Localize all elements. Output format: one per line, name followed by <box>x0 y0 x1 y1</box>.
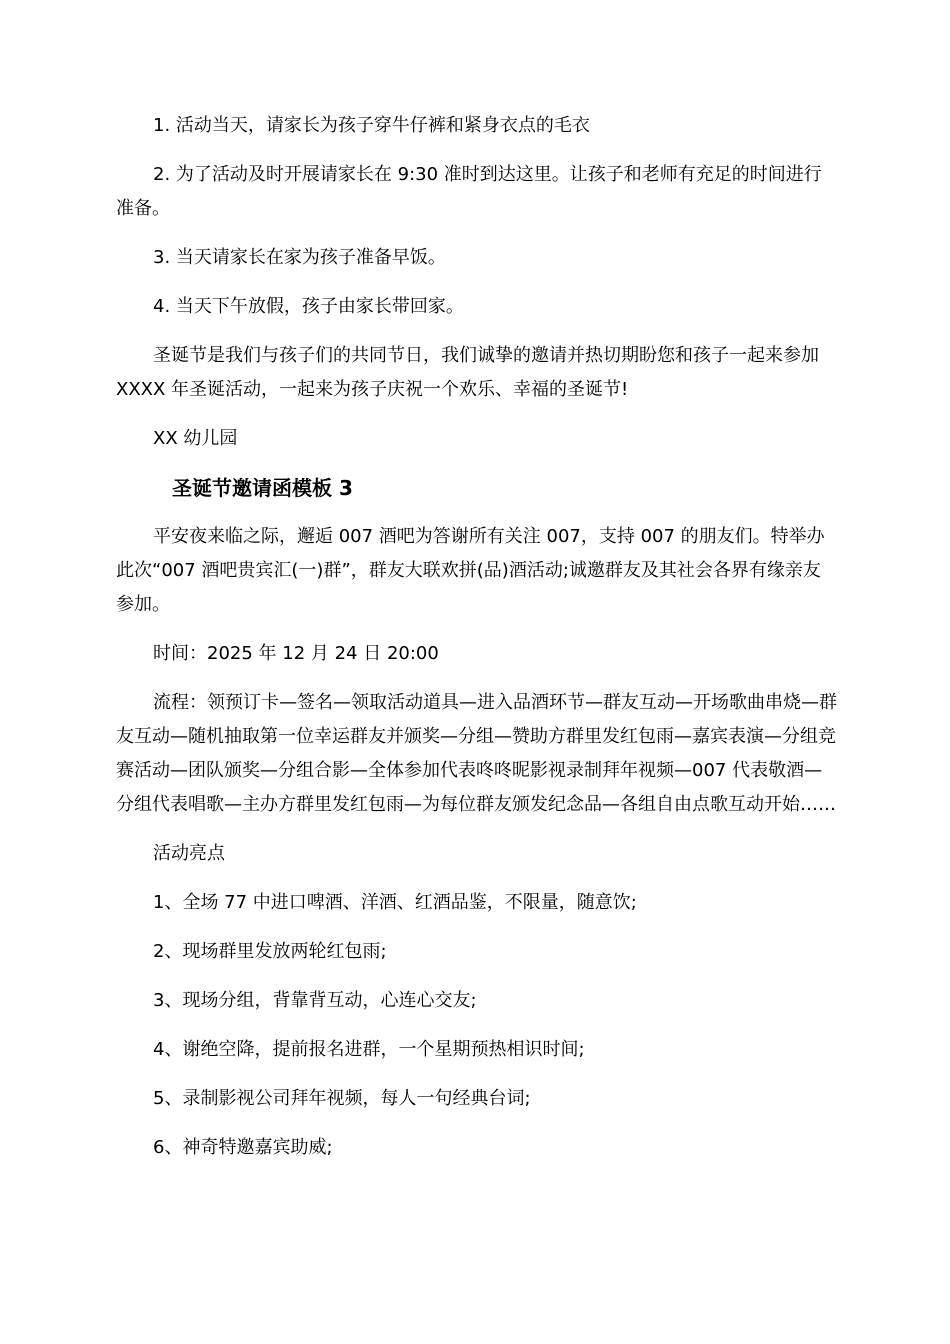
section-heading: 圣诞节邀请函模板 3 <box>172 476 353 500</box>
highlight-item-1: 1、全场 77 中进口啤酒、洋酒、红酒品鉴，不限量，随意饮; <box>153 892 637 913</box>
intro-paragraph: 平安夜来临之际，邂逅 007 酒吧为答谢所有关注 007，支持 007 的朋友们。特举办此次“007 酒吧贵宾汇(一)群”，群友大联欢拼(品)酒活动;诚邀群友及其社会各界有缘亲友参加。 <box>116 526 825 615</box>
note-item-4: 4. 当天下午放假，孩子由家长带回家。 <box>153 296 464 317</box>
note-item-1: 1. 活动当天，请家长为孩子穿牛仔裤和紧身衣点的毛衣 <box>153 115 590 136</box>
time-paragraph: 时间：2025 年 12 月 24 日 20:00 <box>153 643 439 664</box>
highlight-item-3: 3、现场分组，背靠背互动，心连心交友; <box>153 990 477 1011</box>
highlight-item-5: 5、录制影视公司拜年视频，每人一句经典台词; <box>153 1088 531 1109</box>
highlight-item-2: 2、现场群里发放两轮红包雨; <box>153 941 387 962</box>
process-paragraph: 流程：领预订卡—签名—领取活动道具—进入品酒环节—群友互动—开场歌曲串烧—群友互动—随机抽取第一位幸运群友并颁奖—分组—赞助方群里发红包雨—嘉宾表演—分组竞赛活动—团队颁奖—分组合影—全体参加代表咚咚昵影视录制拜年视频—007 代表敬酒—分组代表唱歌—主办方群里发红包雨—为每位群友颁发纪念品—各组自由点歌互动开始…… <box>116 692 837 815</box>
closing-paragraph: 圣诞节是我们与孩子们的共同节日，我们诚挚的邀请并热切期盼您和孩子一起来参加 XXXX 年圣诞活动，一起来为孩子庆祝一个欢乐、幸福的圣诞节! <box>116 345 819 400</box>
highlights-title: 活动亮点 <box>153 843 225 864</box>
signature: XX 幼儿园 <box>153 428 238 449</box>
document-body <box>116 109 838 1180</box>
highlight-item-6: 6、神奇特邀嘉宾助威; <box>153 1137 333 1158</box>
note-item-2: 2. 为了活动及时开展请家长在 9:30 准时到达这里。让孩子和老师有充足的时间进行准备。 <box>116 164 822 219</box>
highlight-item-4: 4、谢绝空降，提前报名进群，一个星期预热相识时间; <box>153 1039 585 1060</box>
note-item-3: 3. 当天请家长在家为孩子准备早饭。 <box>153 247 446 268</box>
